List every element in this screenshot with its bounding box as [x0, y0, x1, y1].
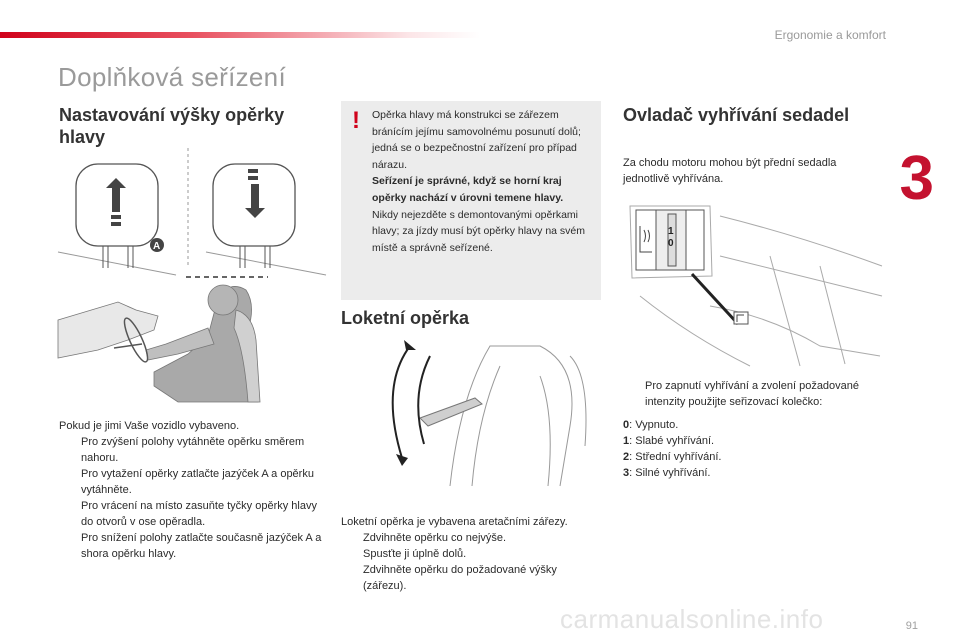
armrest-instructions [341, 514, 603, 594]
heating-instruction [623, 378, 893, 410]
warning-text [372, 107, 594, 256]
warning-line-1: Opěrka hlavy má konstrukci se zářezem bránícím jejímu samovolnému posunutí dolů; jedná se o bezpečnostní zařízení pro případ nárazu. [372, 109, 581, 171]
level-row: 1: Slabé vyhřívání. [623, 435, 715, 447]
callout-letter-a: A [153, 241, 161, 252]
warning-icon: ! [352, 107, 360, 134]
headrest-instructions [59, 418, 324, 562]
level-row: 0: Vypnuto. [623, 419, 679, 431]
warning-box [341, 101, 601, 300]
headrest-heading: Nastavování výšky opěrky hlavy [59, 105, 285, 147]
headrest-illustration [58, 140, 328, 402]
header-accent-bar [0, 32, 480, 38]
level-row: 3: Silné vyhřívání. [623, 467, 711, 479]
list-item: Pro snížení polohy zatlačte současně jazýček A a shora opěrku hlavy. [81, 532, 322, 560]
arrow-up-icon [404, 340, 416, 350]
list-item: Zdvihněte opěrku co nejvýše. [363, 532, 507, 544]
dial-label-0: 0 [668, 238, 674, 249]
armrest-illustration [380, 336, 602, 492]
list-item: Pro zvýšení polohy vytáhněte opěrku směrem nahoru. [81, 436, 305, 464]
armrest-intro: Loketní opěrka je vybavena aretačními zářezy. [341, 516, 568, 528]
watermark: carmanualsonline.info [560, 604, 824, 634]
heating-heading: Ovladač vyhřívání sedadel [623, 105, 850, 125]
dial-label-1: 1 [668, 226, 674, 237]
list-item: Pro vytažení opěrky zatlačte jazýček A a opěrku vytáhněte. [81, 468, 314, 496]
warning-line-3: Nikdy nejezděte s demontovanými opěrkami hlavy; za jízdy musí být opěrky hlavy na svém místě a správně seřízené. [372, 208, 585, 254]
list-item: Pro zapnutí vyhřívání a zvolení požadované intenzity použijte seřizovací kolečko: [645, 380, 860, 408]
list-item: Spusťte ji úplně dolů. [363, 548, 467, 560]
warning-line-2: Seřízení je správné, když se horní kraj opěrky nachází v úrovni temene hlavy. [372, 175, 564, 204]
chapter-number: 3 [899, 144, 934, 213]
level-row: 2: Střední vyhřívání. [623, 451, 722, 463]
heating-levels [623, 417, 873, 481]
page-number: 91 [905, 620, 918, 632]
page-title: Doplňková seřízení [58, 62, 286, 92]
list-item: Zdvihněte opěrku do požadované výšky (zářezu). [363, 564, 557, 592]
seat-heating-illustration [620, 196, 888, 372]
heating-intro: Za chodu motoru mohou být přední sedadla jednotlivě vyhřívána. [623, 157, 837, 185]
armrest-heading: Loketní opěrka [341, 308, 470, 328]
section-label: Ergonomie a komfort [774, 28, 886, 42]
list-item: Pro vrácení na místo zasuňte tyčky opěrky hlavy do otvorů v ose opěradla. [81, 500, 317, 528]
headrest-intro: Pokud je jimi Vaše vozidlo vybaveno. [59, 420, 240, 432]
